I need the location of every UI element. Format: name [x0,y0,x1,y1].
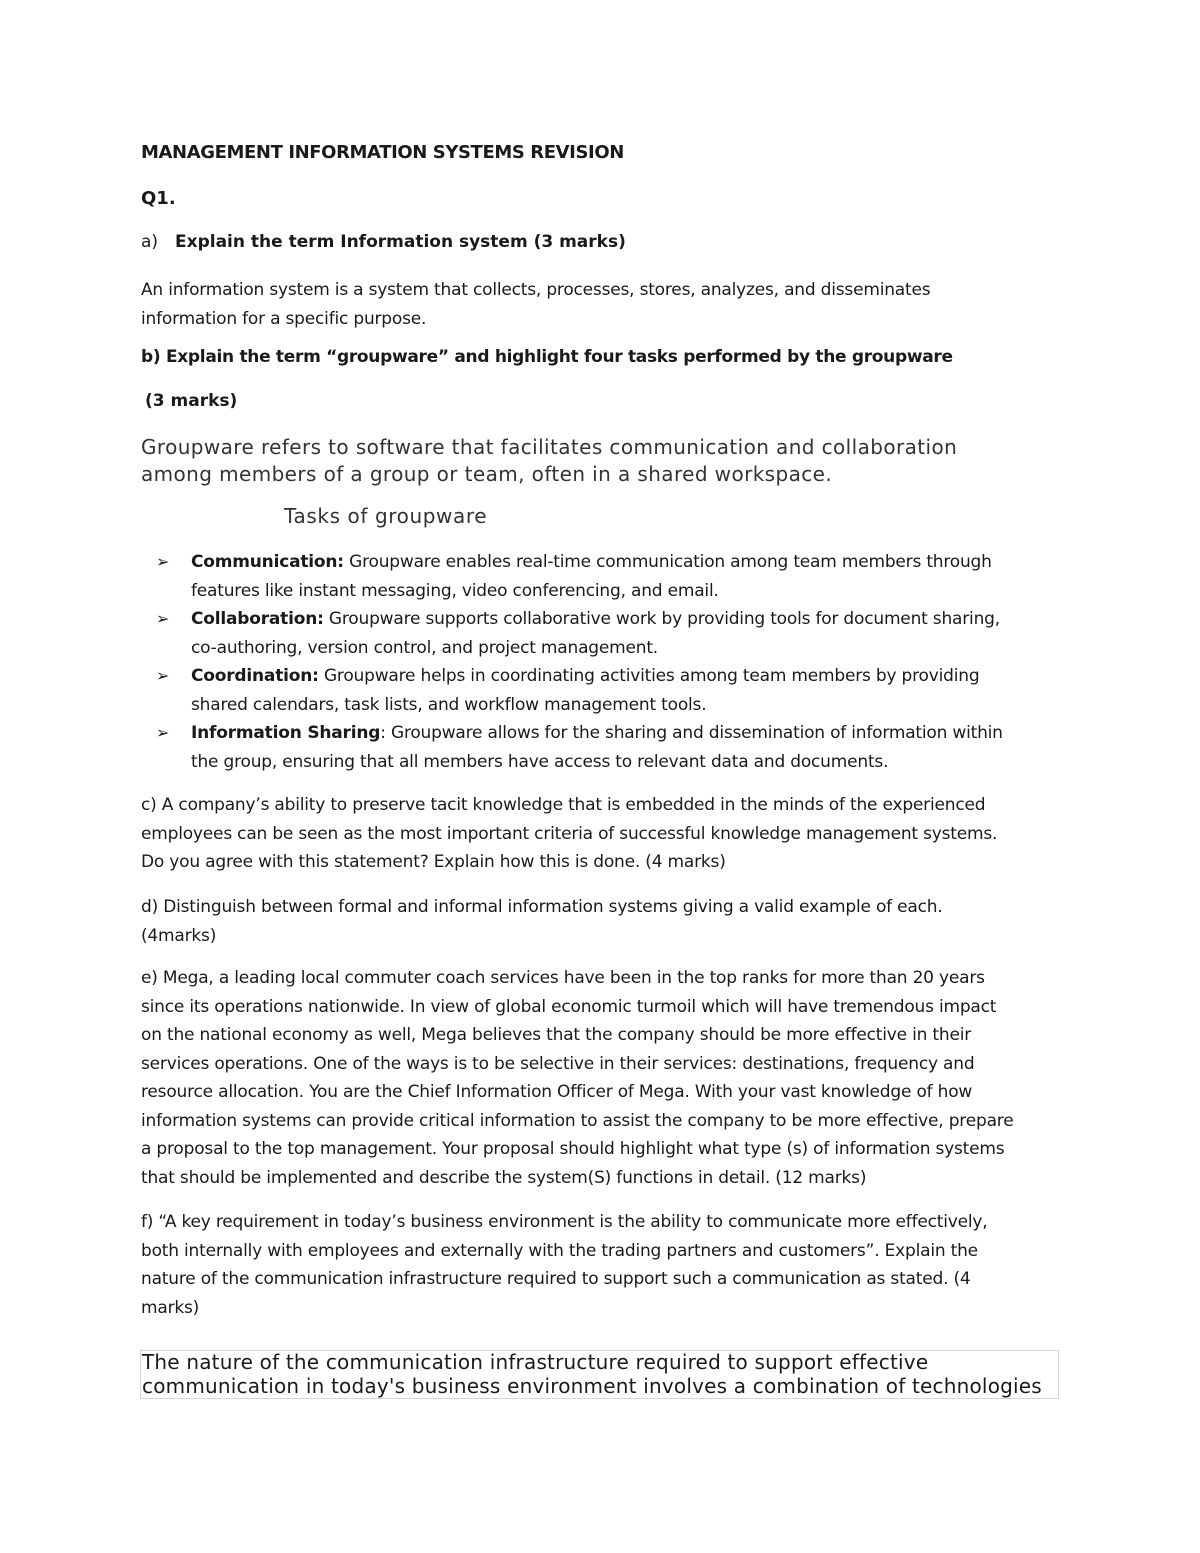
question-b-marks: (3 marks) [145,391,238,411]
answer-f-line: The nature of the communication infrastructure required to support effective [142,1350,929,1374]
list-item [156,548,1076,605]
arrow-bullet-icon: ➢ [156,723,170,742]
task-desc: features like instant messaging, video conferencing, and email. [191,580,719,601]
question-f-line: marks) [141,1297,200,1318]
tasks-heading: Tasks of groupware [284,504,488,528]
question-e [141,964,1013,1192]
answer-a [141,276,930,333]
task-desc: : Groupware allows for the sharing and dissemination of information within [380,723,1003,743]
task-term: Coordination: [191,666,319,686]
question-f [141,1208,987,1322]
question-c-line: employees can be seen as the most important criteria of successful knowledge management systems. [141,823,998,844]
question-d [141,893,943,950]
question-c-line: c) A company’s ability to preserve tacit knowledge that is embedded in the minds of the experienced [141,795,986,815]
question-e-line: services operations. One of the ways is to be selective in their services: destinations, frequency and [141,1053,975,1074]
question-a-label: a) [141,232,159,252]
question-a [141,232,626,252]
question-e-line: a proposal to the top management. Your proposal should highlight what type (s) of information systems [141,1139,1005,1159]
question-f-line: both internally with employees and externally with the trading partners and customers”. Explain the [141,1240,978,1261]
task-desc: co-authoring, version control, and project management. [191,637,658,658]
task-desc: Groupware helps in coordinating activities among team members by providing [318,666,980,686]
task-term: Communication: [191,552,344,572]
question-d-line: d) Distinguish between formal and informal information systems giving a valid example of each. [141,897,943,917]
question-e-line: resource allocation. You are the Chief Information Officer of Mega. With your vast knowledge of how [141,1082,973,1102]
question-c [141,791,997,877]
answer-b-line: among members of a group or team, often in a shared workspace. [141,462,833,486]
arrow-bullet-icon: ➢ [156,666,170,685]
question-f-line: nature of the communication infrastructure required to support such a communication as stated. (4 [141,1269,971,1289]
task-term: Information Sharing [191,723,381,743]
question-e-line: that should be implemented and describe the system(S) functions in detail. (12 marks) [141,1167,867,1188]
answer-a-line: An information system is a system that collects, processes, stores, analyzes, and disseminates [141,280,931,300]
question-e-line: e) Mega, a leading local commuter coach services have been in the top ranks for more than 20 years [141,968,985,988]
question-b: b) Explain the term “groupware” and highlight four tasks performed by the groupware [141,347,953,367]
task-desc: shared calendars, task lists, and workflow management tools. [191,694,707,715]
answer-f-line: communication in today's business environment involves a combination of technologies [142,1374,1042,1398]
question-a-text: Explain the term Information system (3 marks) [175,232,626,252]
answer-f [142,1350,1042,1398]
question-f-line: f) “A key requirement in today’s business environment is the ability to communicate more effectively, [141,1212,988,1232]
list-item [156,662,1076,719]
answer-a-line: information for a specific purpose. [141,308,427,329]
document-title: MANAGEMENT INFORMATION SYSTEMS REVISION [141,142,624,163]
tasks-list [156,548,1076,776]
list-item [156,605,1076,662]
answer-b-line: Groupware refers to software that facilitates communication and collaboration [141,435,958,459]
list-item [156,719,1076,776]
question-number: Q1. [141,188,176,209]
arrow-bullet-icon: ➢ [156,552,170,571]
arrow-bullet-icon: ➢ [156,609,170,628]
question-e-line: on the national economy as well, Mega believes that the company should be more effective in their [141,1025,972,1045]
task-term: Collaboration: [191,609,324,629]
task-desc: Groupware enables real-time communication among team members through [343,552,992,572]
question-c-line: Do you agree with this statement? Explain how this is done. (4 marks) [141,852,726,872]
question-e-line: information systems can provide critical information to assist the company to be more effective, prepare [141,1110,1014,1131]
task-desc: the group, ensuring that all members have access to relevant data and documents. [191,751,889,772]
question-d-line: (4marks) [141,925,217,946]
task-desc: Groupware supports collaborative work by providing tools for document sharing, [323,609,1000,629]
question-e-line: since its operations nationwide. In view of global economic turmoil which will have tremendous impact [141,996,997,1017]
answer-b [141,434,957,488]
